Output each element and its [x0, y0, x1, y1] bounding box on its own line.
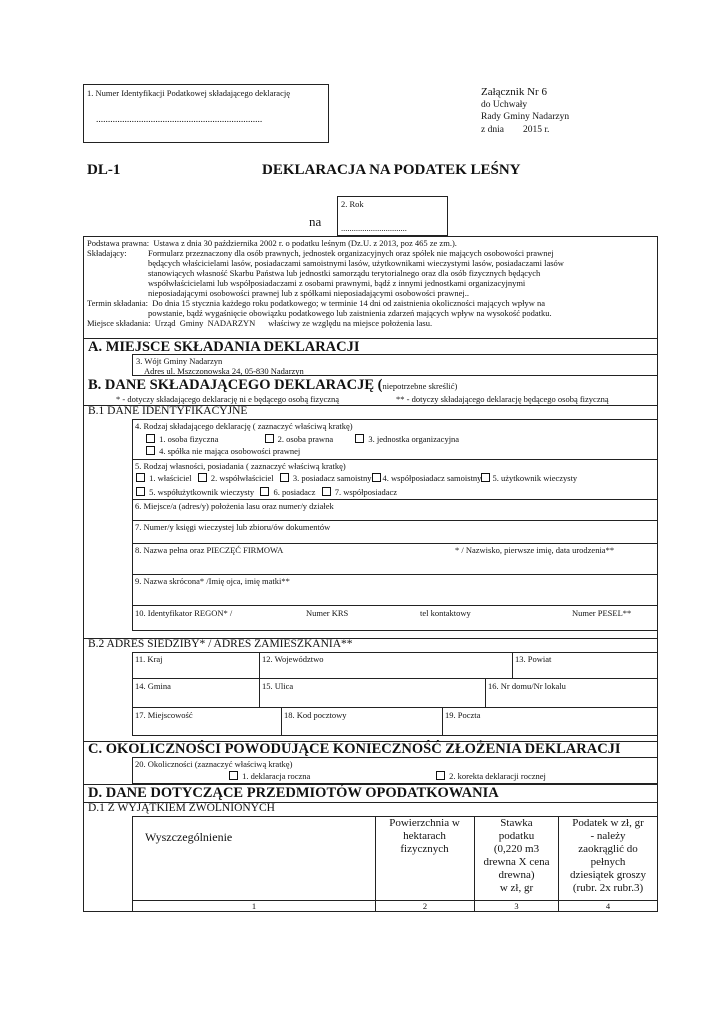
- field-8-right-label: * / Nazwisko, pierwsze imię, data urodzenia**: [455, 545, 615, 555]
- correction-checkbox[interactable]: [436, 771, 546, 781]
- section-b-note-paren: (: [377, 377, 383, 393]
- org-unit-checkbox[interactable]: [355, 434, 459, 444]
- deadline-line2: powstanie, bądź wygaśnięcie obowiązku podatkowego lub zaistnienia zdarzeń mających wpływ na wysokość podatku.: [148, 308, 552, 318]
- place-label: Miejsce składania:: [87, 318, 151, 328]
- filer-line: współwłaścicielami lub współposiadaczami z osobami prawnymi, bądź z innymi jednostkami organizacyjnymi: [148, 278, 526, 288]
- checkbox-label: 1. właściciel: [149, 473, 192, 483]
- field-7-label[interactable]: 7. Numer/y księgi wieczystej lub zbioru/ów dokumentów: [135, 522, 331, 532]
- checkbox-label: 7. współposiadacz: [334, 487, 398, 497]
- col-tax: Podatek w zł, gr - należy zaokrąglić do pełnych dziesiątek groszy (rubr. 2x rubr.3): [569, 817, 647, 894]
- col-number: 4: [605, 901, 611, 911]
- county-field[interactable]: 13. Powiat: [515, 654, 552, 664]
- filer-line: stanowiących własność Skarbu Państwa lub jednostki samorządu terytorialnego oraz dla osób fizycznych będących: [148, 268, 541, 278]
- co-perpetual-user-checkbox[interactable]: [136, 487, 254, 497]
- field-10-pesel[interactable]: Numer PESEL**: [572, 608, 632, 618]
- checkbox-icon: [260, 487, 269, 496]
- filer-line: Formularz przeznaczony dla osób prawnych, jednostek organizacyjnych oraz spółek nie mających osobowości prawnej: [148, 248, 554, 258]
- field-8-label[interactable]: 8. Nazwa pełna oraz PIECZĘĆ FIRMOWA: [135, 545, 284, 555]
- legal-person-checkbox[interactable]: [265, 434, 334, 444]
- field-5-row2: [136, 487, 397, 497]
- field-6-label[interactable]: 6. Miejsce/a (adres/y) położenia lasu oraz numer/y działek: [135, 501, 334, 511]
- checkbox-icon: [355, 434, 364, 443]
- possessor-checkbox[interactable]: [280, 473, 372, 483]
- checkbox-label: 6. posiadacz: [273, 487, 316, 497]
- year-label: 2. Rok: [341, 199, 364, 209]
- field-10-regon[interactable]: 10. Identyfikator REGON* /: [135, 608, 233, 618]
- checkbox-icon: [198, 473, 207, 482]
- year-box[interactable]: [337, 196, 448, 236]
- field-4-row2: [146, 446, 300, 456]
- checkbox-icon: [280, 473, 289, 482]
- attachment-line3: Rady Gminy Nadarzyn: [481, 112, 570, 122]
- field-10-phone[interactable]: tel kontaktowy: [420, 608, 471, 618]
- checkbox-label: 4. spółka nie mająca osobowości prawnej: [159, 446, 301, 456]
- filer-label: Składający:: [87, 248, 127, 258]
- checkbox-icon: [436, 771, 445, 780]
- attachment-line2: do Uchwały: [481, 99, 528, 110]
- field-9-label[interactable]: 9. Nazwa skrócona* /Imię ojca, imię matki**: [135, 576, 290, 586]
- year-prefix: na: [309, 214, 322, 229]
- partnership-checkbox[interactable]: [146, 446, 300, 456]
- voivodeship-field[interactable]: 12. Województwo: [262, 654, 324, 664]
- form-code: DL-1: [87, 162, 121, 178]
- section-a-title: A. MIEJSCE SKŁADANIA DEKLARACJI: [88, 339, 360, 355]
- deadline-label: Termin składania:: [87, 298, 149, 308]
- checkbox-label: 1. deklaracja roczna: [242, 771, 311, 781]
- basis-text: Ustawa z dnia 30 października 2002 r. o podatku leśnym (Dz.U. z 2013, poz 465 ze zm.).: [153, 238, 457, 248]
- co-possessor-checkbox[interactable]: [372, 473, 482, 483]
- holder-checkbox[interactable]: [260, 487, 315, 497]
- checkbox-label: 5. użytkownik wieczysty: [492, 473, 578, 483]
- b2-title: B.2 ADRES SIEDZIBY* / ADRES ZAMIESZKANIA**: [88, 638, 353, 650]
- nip-box[interactable]: [83, 84, 329, 143]
- section-b-title: [88, 377, 457, 394]
- section-b-title-text: B. DANE SKŁADAJĄCEGO DEKLARACJĘ: [88, 377, 375, 393]
- individual-checkbox[interactable]: [146, 434, 218, 444]
- checkbox-label: 3. posiadacz samoistny: [292, 473, 372, 483]
- field-20-label: 20. Okoliczności (zaznaczyć właściwą kratkę): [135, 759, 293, 769]
- section-d-title: D. DANE DOTYCZĄCE PRZEDMIOTÓW OPODATKOWANIA: [88, 785, 499, 801]
- checkbox-icon: [136, 473, 145, 482]
- year-dots: ...............................: [341, 223, 407, 233]
- commune-field[interactable]: 14. Gmina: [135, 681, 171, 691]
- attachment-line4: z dnia 2015 r.: [481, 124, 550, 135]
- house-number-field[interactable]: 16. Nr domu/Nr lokalu: [488, 681, 566, 691]
- field-3-address: Adres ul. Mszczonowska 24, 05-830 Nadarzyn: [144, 366, 304, 376]
- checkbox-label: 2. korekta deklaracji rocznej: [449, 771, 546, 781]
- checkbox-label: 3. jednostka organizacyjna: [368, 434, 460, 444]
- note-natural-person: ** - dotyczy składającego deklarację będącego osobą fizyczną: [396, 394, 609, 404]
- checkbox-icon: [322, 487, 331, 496]
- owner-checkbox[interactable]: [136, 473, 192, 483]
- col-number: 2: [422, 901, 428, 911]
- col-rate: Stawka podatku (0,220 m3 drewna X cena drewna) w zł, gr: [483, 817, 550, 894]
- post-office-field[interactable]: 19. Poczta: [445, 710, 481, 720]
- checkbox-label: 2. współwłaściciel: [210, 473, 274, 483]
- attachment-info: [481, 86, 569, 136]
- co-owner-checkbox[interactable]: [198, 473, 274, 483]
- nip-dots: ......................................................................: [96, 115, 263, 125]
- checkbox-label: 5. współużytkownik wieczysty: [149, 487, 255, 497]
- col-number: 3: [514, 901, 519, 911]
- perpetual-user-checkbox[interactable]: [481, 473, 577, 483]
- page-title: DEKLARACJA NA PODATEK LEŚNY: [262, 162, 521, 178]
- section-b-note: niepotrzebne skreślić): [382, 381, 458, 391]
- nip-label: 1. Numer Identyfikacji Podatkowej składającego deklarację: [87, 88, 290, 98]
- attachment-line1: Załącznik Nr 6: [481, 86, 547, 98]
- legal-info: [87, 238, 655, 328]
- field-4-label: 4. Rodzaj składającego deklarację ( zaznaczyć właściwą kratkę): [135, 421, 353, 431]
- checkbox-icon: [146, 446, 155, 455]
- checkbox-icon: [481, 473, 490, 482]
- annual-declaration-checkbox[interactable]: [229, 771, 310, 781]
- co-holder-checkbox[interactable]: [322, 487, 397, 497]
- note-legal-entity: * - dotyczy składającego deklarację ni e będącego osobą fizyczną: [116, 394, 340, 404]
- filer-line: będących właścicielami lasów, posiadaczami samoistnymi lasów, użytkownikami wieczystymi lasów, posiadaczami lasów: [148, 258, 564, 268]
- field-3-label: 3. Wójt Gminy Nadarzyn: [136, 356, 223, 366]
- city-field[interactable]: 17. Miejscowość: [135, 710, 193, 720]
- checkbox-icon: [136, 487, 145, 496]
- d1-title: D.1 Z WYJĄTKIEM ZWOLNIONYCH: [88, 802, 275, 814]
- deadline-line1: Do dnia 15 stycznia każdego roku podatkowego; w terminie 14 dni od zaistnienia okoliczności mających wpływ na: [152, 298, 546, 308]
- filer-line: nieposiadającymi osobowości prawnej lub z spółkami nieposiadającymi osobowości prawnej..: [148, 288, 470, 298]
- checkbox-label: 1. osoba fizyczna: [159, 434, 219, 444]
- basis-label: Podstawa prawna:: [87, 238, 150, 248]
- checkbox-icon: [146, 434, 155, 443]
- place-text: Urząd Gminy NADARZYN właściwy ze względu na miejsce położenia lasu.: [154, 318, 433, 328]
- checkbox-label: 4. współposiadacz samoistny: [382, 473, 482, 483]
- field-10-krs[interactable]: Numer KRS: [306, 608, 349, 618]
- col-area: Powierzchnia w hektarach fizycznych: [389, 817, 460, 855]
- b2-fields: [132, 652, 658, 736]
- col-number: 1: [251, 901, 257, 911]
- col-description: Wyszczególnienie: [145, 830, 233, 844]
- checkbox-icon: [229, 771, 238, 780]
- street-field[interactable]: 15. Ulica: [262, 681, 294, 691]
- checkbox-label: 2. osoba prawna: [277, 434, 334, 444]
- postal-code-field[interactable]: 18. Kod pocztowy: [284, 710, 347, 720]
- section-c-title: C. OKOLICZNOŚCI POWODUJĄCE KONIECZNOŚĆ ZŁOŻENIA DEKLARACJI: [88, 741, 621, 757]
- country-field[interactable]: 11. Kraj: [135, 654, 163, 664]
- field-5-label: 5. Rodzaj własności, posiadania ( zaznaczyć właściwą kratkę): [135, 461, 346, 471]
- field-4-row1: [146, 434, 459, 444]
- checkbox-icon: [265, 434, 274, 443]
- field-5-row1: [136, 473, 577, 483]
- field-3-box[interactable]: [132, 354, 658, 376]
- b1-title: B.1 DANE IDENTYFIKACYJNE: [88, 405, 248, 417]
- checkbox-icon: [372, 473, 381, 482]
